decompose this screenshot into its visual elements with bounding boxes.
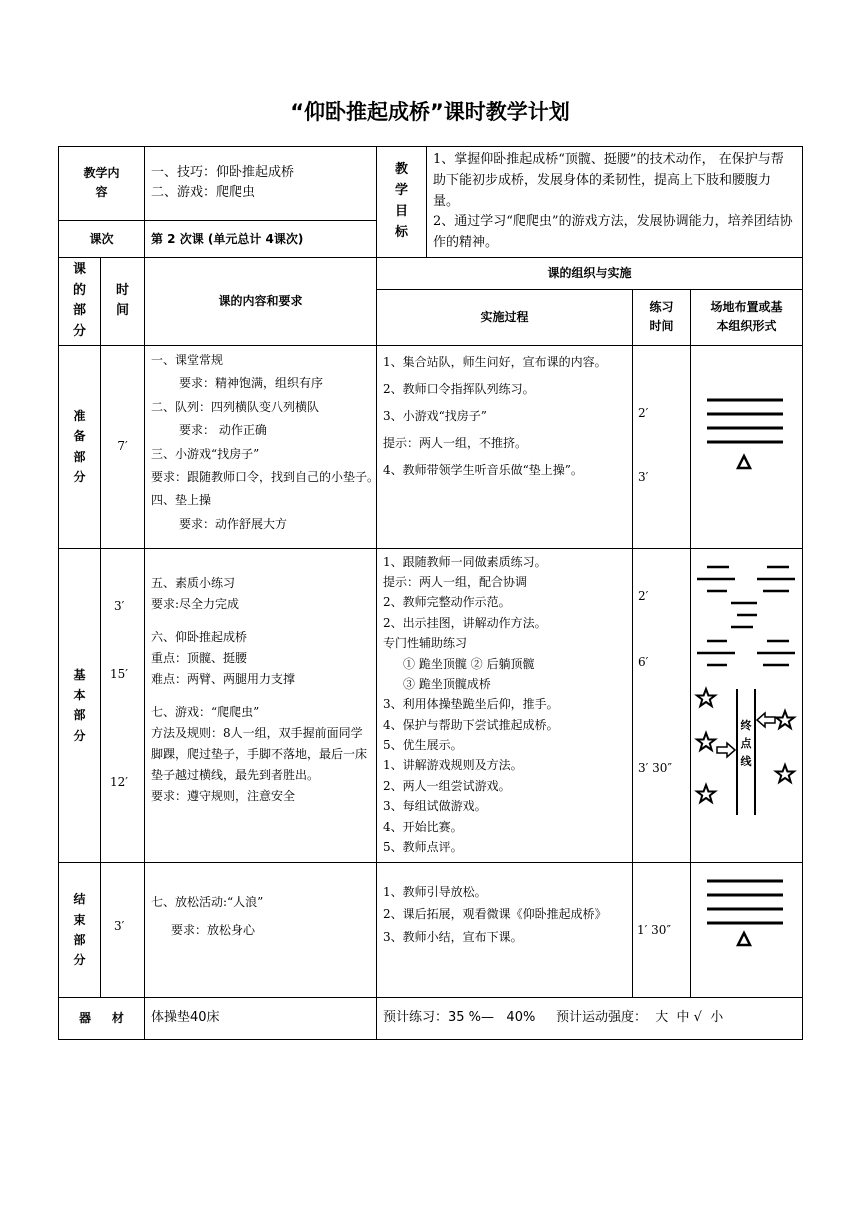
content-line: 重点：顶髋、挺腰 bbox=[151, 650, 248, 665]
basic-practice bbox=[633, 548, 691, 863]
practice-time: 3′ 30″ bbox=[638, 760, 672, 775]
end-practice: 1′ 30″ bbox=[633, 863, 691, 998]
prep-content bbox=[145, 345, 380, 548]
practice-col-header bbox=[633, 289, 691, 345]
equipment-label: 器 材 bbox=[59, 997, 145, 1039]
basic-part-label bbox=[59, 548, 101, 863]
objective-label-char: 教 bbox=[394, 162, 408, 178]
objective-label-char: 标 bbox=[394, 224, 408, 240]
process-line: 2、教师口令指挥队列练习。 bbox=[383, 381, 535, 396]
process-line: 1、集合站队，师生问好，宣布课的内容。 bbox=[383, 354, 607, 369]
content-items-cell bbox=[145, 147, 377, 221]
layout-header-line: 本组织形式 bbox=[716, 319, 777, 334]
process-line: 提示：两人一组，配合协调 bbox=[383, 574, 528, 589]
star-icon bbox=[776, 711, 794, 728]
practice-time: 6′ bbox=[638, 654, 649, 669]
part-char: 本 bbox=[73, 687, 86, 702]
session-label: 课次 bbox=[59, 220, 145, 257]
content-line: 要求：动作舒展大方 bbox=[179, 516, 288, 531]
end-content bbox=[145, 863, 377, 998]
content-col-header: 课的内容和要求 bbox=[145, 257, 377, 345]
objective-label-char: 学 bbox=[394, 183, 408, 199]
content-line: 一、课堂常规 bbox=[151, 352, 224, 367]
content-line: 七、放松活动:“人浪” bbox=[151, 895, 264, 910]
prep-time: 7′ bbox=[101, 345, 145, 548]
prep-part-label bbox=[59, 345, 101, 548]
end-time-cell bbox=[101, 863, 145, 998]
process-line: ① 跪坐顶髋 ② 后躺顶髋 bbox=[403, 656, 535, 671]
process-line: 2、课后拓展，观看微课《仰卧推起成桥》 bbox=[383, 907, 607, 922]
lesson-plan-table bbox=[58, 146, 803, 1040]
practice-time: 2′ bbox=[638, 588, 649, 603]
process-line: ③ 跪坐顶髋成桥 bbox=[403, 676, 491, 691]
process-line: 3、每组试做游戏。 bbox=[383, 799, 487, 814]
content-line: 要求：精神饱满，组织有序 bbox=[179, 376, 324, 391]
process-line: 1、讲解游戏规则及方法。 bbox=[383, 758, 523, 773]
process-line: 2、出示挂图，讲解动作方法。 bbox=[383, 615, 547, 630]
process-line: 4、教师带领学生听音乐做“垫上操”。 bbox=[383, 462, 583, 477]
end-formation-diagram bbox=[691, 863, 803, 991]
arrow-right-icon bbox=[717, 743, 735, 757]
section-time: 12′ bbox=[110, 774, 128, 789]
content-line: 三、小游戏“找房子” bbox=[151, 446, 260, 461]
equipment-value: 体操垫40床 bbox=[145, 997, 377, 1039]
part-char: 备 bbox=[73, 429, 86, 444]
page-title: “仰卧推起成桥”课时教学计划 bbox=[290, 100, 570, 124]
content-line: 要求：跟随教师口令，找到自己的小垫子。 bbox=[151, 469, 380, 484]
part-header-char: 课 bbox=[72, 261, 86, 277]
content-line: 要求:尽全力完成 bbox=[151, 596, 240, 611]
section-time: 3′ bbox=[114, 919, 125, 934]
basic-formation bbox=[691, 548, 803, 863]
practice-time: 2′ bbox=[638, 405, 649, 420]
finish-line-label: 线 bbox=[740, 754, 752, 768]
basic-times bbox=[101, 548, 145, 863]
part-char: 准 bbox=[73, 409, 86, 423]
process-line: 4、开始比赛。 bbox=[383, 819, 463, 834]
part-char: 基 bbox=[73, 667, 86, 682]
content-line: 要求：放松身心 bbox=[171, 922, 256, 937]
star-icon bbox=[776, 765, 794, 782]
layout-col-header bbox=[691, 289, 803, 345]
practice-intensity-summary: 预计练习：35 %— 40% 预计运动强度： 大 中 √ 小 bbox=[377, 997, 803, 1039]
prep-formation bbox=[691, 345, 803, 548]
content-label: 教学内容 bbox=[83, 166, 120, 200]
part-char: 束 bbox=[73, 912, 86, 927]
time-header-char: 时 bbox=[115, 282, 129, 298]
content-line: 五、素质小练习 bbox=[151, 575, 236, 590]
part-char: 部 bbox=[73, 449, 86, 464]
process-line: 3、利用体操垫跪坐后仰，推手。 bbox=[383, 697, 559, 712]
part-header-char: 部 bbox=[72, 303, 86, 319]
practice-time: 3′ bbox=[638, 469, 649, 484]
star-icon bbox=[697, 785, 715, 802]
process-line: 3、教师小结，宣布下课。 bbox=[383, 929, 523, 944]
session-value: 第 2 次课 (单元总计 4课次) bbox=[145, 220, 377, 257]
part-char: 分 bbox=[73, 953, 86, 968]
teacher-triangle-icon bbox=[738, 933, 750, 945]
content-line: 要求： 动作正确 bbox=[179, 423, 267, 438]
content-line: 四、垫上操 bbox=[151, 493, 212, 508]
content-line: 七、游戏：“爬爬虫” bbox=[151, 704, 260, 719]
time-header-char: 间 bbox=[115, 303, 129, 319]
part-char: 结 bbox=[73, 892, 86, 907]
basic-process bbox=[377, 548, 633, 863]
objectives-cell bbox=[427, 147, 803, 258]
finish-line-label: 点 bbox=[740, 736, 752, 750]
objective-label-cell bbox=[377, 147, 427, 258]
content-item: 二、游戏：爬爬虫 bbox=[151, 185, 256, 201]
objective-label-char: 目 bbox=[394, 203, 408, 219]
content-line: 二、队列：四列横队变八列横队 bbox=[151, 399, 320, 414]
end-process bbox=[377, 863, 633, 998]
content-line: 六、仰卧推起成桥 bbox=[151, 629, 248, 644]
section-time: 15′ bbox=[110, 666, 128, 681]
process-line: 5、教师点评。 bbox=[383, 840, 463, 855]
part-char: 部 bbox=[73, 708, 86, 723]
part-header-char: 的 bbox=[72, 282, 86, 298]
org-col-header: 课的组织与实施 bbox=[377, 257, 803, 289]
part-header-char: 分 bbox=[72, 324, 86, 340]
pair-formation-lines bbox=[697, 567, 795, 665]
time-col-header bbox=[101, 257, 145, 345]
part-char: 分 bbox=[73, 470, 86, 485]
objective-text: 2、通过学习“爬爬虫”的游戏方法，发展协调能力，培养团结协作的精神。 bbox=[433, 214, 793, 251]
objective-text: 1、掌握仰卧推起成桥“顶髋、挺腰”的技术动作， 在保护与帮助下能初步成桥，发展身体的柔韧性，提高上下肢和腰腹力量。 bbox=[433, 152, 784, 209]
process-line: 2、教师完整动作示范。 bbox=[383, 595, 511, 610]
prep-process bbox=[377, 345, 633, 548]
process-line: 专门性辅助练习 bbox=[383, 636, 468, 651]
section-time: 3′ bbox=[114, 598, 125, 613]
basic-formation-diagram bbox=[691, 549, 803, 857]
layout-header-line: 场地布置或基 bbox=[710, 300, 783, 315]
content-line: 要求：遵守规则，注意安全 bbox=[151, 788, 296, 803]
practice-header-line: 时间 bbox=[649, 319, 674, 334]
process-line: 1、教师引导放松。 bbox=[383, 885, 487, 900]
process-line: 4、保护与帮助下尝试推起成桥。 bbox=[383, 717, 559, 732]
content-line: 难点：两臂、两腿用力支撑 bbox=[151, 671, 296, 686]
practice-header-line: 练习 bbox=[649, 300, 674, 315]
content-item: 一、技巧：仰卧推起成桥 bbox=[151, 165, 295, 181]
process-line: 3、小游戏“找房子” bbox=[383, 408, 487, 423]
finish-line-label: 终 bbox=[740, 718, 752, 732]
part-char: 部 bbox=[73, 932, 86, 947]
prep-practice bbox=[633, 345, 691, 548]
content-label-cell bbox=[59, 147, 145, 221]
process-line: 提示：两人一组，不推挤。 bbox=[383, 435, 528, 450]
content-line: 方法及规则：8人一组，双手握前面同学脚踝，爬过垫子，手脚不落地，最后一床垫子越过横线，最先到者胜出。 bbox=[151, 725, 368, 782]
teacher-triangle-icon bbox=[738, 456, 750, 468]
part-char: 分 bbox=[73, 728, 86, 743]
process-col-header: 实施过程 bbox=[377, 289, 633, 345]
end-formation bbox=[691, 863, 803, 998]
star-icon bbox=[697, 689, 715, 706]
end-part-label bbox=[59, 863, 101, 998]
process-line: 2、两人一组尝试游戏。 bbox=[383, 778, 511, 793]
prep-formation-diagram bbox=[691, 346, 803, 542]
basic-content bbox=[145, 548, 377, 863]
arrow-left-icon bbox=[757, 713, 775, 727]
part-col-header bbox=[59, 257, 101, 345]
process-line: 5、优生展示。 bbox=[383, 738, 463, 753]
process-line: 1、跟随教师一同做素质练习。 bbox=[383, 554, 547, 569]
star-icon bbox=[697, 733, 715, 750]
